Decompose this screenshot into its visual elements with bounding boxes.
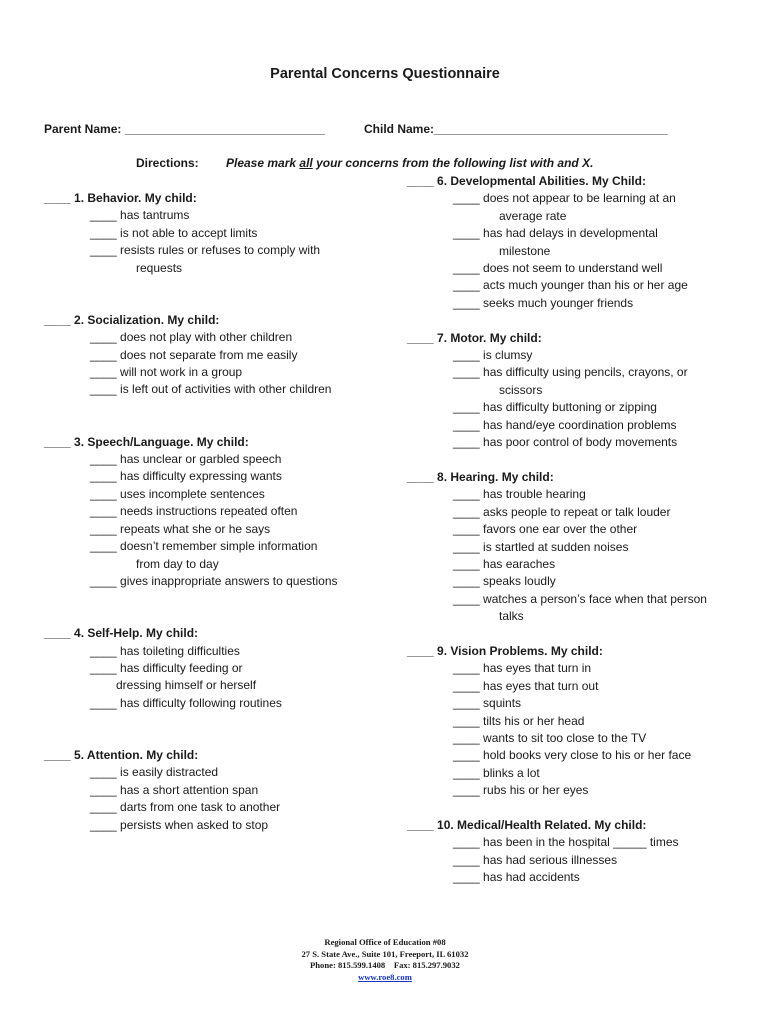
section-heading[interactable]: ____ 6. Developmental Abilities. My Child: (407, 174, 646, 188)
checklist-item[interactable]: ____ tilts his or her head (453, 713, 585, 728)
checklist-item[interactable]: ____ blinks a lot (453, 765, 540, 780)
checklist-item[interactable]: ____ does not separate from me easily (90, 347, 298, 362)
checklist-item[interactable]: ____ does not appear to be learning at an (453, 191, 676, 206)
checklist-item[interactable]: ____ needs instructions repeated often (90, 504, 298, 519)
checklist-item[interactable]: ____ wants to sit too close to the TV (453, 730, 647, 745)
section-attention (44, 747, 374, 834)
checklist-item[interactable]: ____ darts from one task to another (90, 800, 281, 815)
checklist-item-continuation: scissors (499, 382, 543, 397)
checklist-item[interactable]: ____ has had delays in developmental (453, 226, 658, 241)
section-heading[interactable]: ____ 2. Socialization. My child: (44, 312, 220, 327)
checklist-item[interactable]: ____ is not able to accept limits (90, 225, 258, 240)
checklist-item[interactable]: ____ has eyes that turn out (453, 678, 599, 693)
directions-label: Directions: (136, 156, 199, 170)
section-heading[interactable]: ____ 1. Behavior. My child: (44, 191, 197, 205)
checklist-item[interactable]: ____ favors one ear over the other (453, 522, 638, 537)
checklist-item[interactable]: ____ has difficulty using pencils, crayons, or (453, 365, 688, 380)
section-vision (407, 643, 737, 800)
parent-name-field[interactable]: Parent Name: ______________________________ (44, 122, 325, 136)
section-self-help (44, 625, 374, 712)
section-heading[interactable]: ____ 8. Hearing. My child: (407, 469, 554, 484)
section-socialization (44, 312, 374, 399)
checklist-item[interactable]: ____ has eyes that turn in (453, 661, 592, 676)
checklist-item[interactable]: ____ is easily distracted (90, 765, 219, 780)
checklist-item[interactable]: ____ speaks loudly (453, 574, 556, 589)
checklist-item[interactable]: ____ resists rules or refuses to comply with (90, 243, 321, 258)
child-name-field[interactable]: Child Name:___________________________________ (364, 122, 668, 136)
checklist-item[interactable]: ____ has earaches (453, 556, 556, 571)
checklist-item[interactable]: ____ uses incomplete sentences (90, 486, 265, 501)
checklist-item[interactable]: ____ is left out of activities with other children (90, 382, 332, 397)
directions-text-part: Please mark (226, 156, 300, 170)
directions-text-part: your concerns from the following list with and X. (312, 156, 594, 170)
checklist-item[interactable]: ____ is startled at sudden noises (453, 539, 629, 554)
section-heading[interactable]: ____ 7. Motor. My child: (407, 330, 542, 345)
section-heading[interactable]: ____ 4. Self-Help. My child: (44, 626, 199, 641)
checklist-item[interactable]: ____ has difficulty following routines (90, 695, 282, 710)
checklist-item[interactable]: ____ squints (453, 696, 522, 711)
checklist-item[interactable]: ____ has had serious illnesses (453, 852, 618, 867)
section-hearing (407, 469, 737, 626)
page-title: Parental Concerns Questionnaire (270, 66, 500, 82)
checklist-item[interactable]: ____ watches a person’s face when that person (453, 591, 707, 606)
section-speech-language (44, 434, 374, 591)
checklist-item[interactable]: ____ asks people to repeat or talk louder (453, 504, 671, 519)
checklist-item-continuation: dressing himself or herself (116, 678, 257, 693)
footer-phone-fax: Phone: 815.599.1408 Fax: 815.297.9032 (310, 960, 460, 971)
checklist-item[interactable]: ____ acts much younger than his or her age (453, 278, 688, 293)
checklist-item[interactable]: ____ gives inappropriate answers to questions (90, 573, 338, 588)
checklist-item[interactable]: ____ rubs his or her eyes (453, 783, 589, 798)
checklist-item[interactable]: ____ does not seem to understand well (453, 261, 663, 276)
footer-address: 27 S. State Ave., Suite 101, Freeport, IL 61032 (301, 948, 469, 959)
section-behavior (44, 190, 374, 277)
checklist-item[interactable]: ____ seeks much younger friends (453, 295, 634, 310)
footer-website-link[interactable]: www.roe8.com (358, 972, 412, 983)
directions-text (226, 156, 593, 170)
section-developmental (407, 173, 737, 312)
checklist-item[interactable]: ____ hold books very close to his or her face (453, 748, 692, 763)
checklist-item[interactable]: ____ has been in the hospital _____ times (453, 835, 679, 850)
checklist-item[interactable]: ____ has difficulty buttoning or zipping (453, 400, 657, 415)
checklist-item[interactable]: ____ is clumsy (453, 348, 533, 363)
section-heading[interactable]: ____ 9. Vision Problems. My child: (407, 643, 603, 658)
checklist-item[interactable]: ____ has had accidents (453, 870, 580, 885)
section-heading[interactable]: ____ 5. Attention. My child: (44, 747, 199, 762)
checklist-item[interactable]: ____ repeats what she or he says (90, 521, 271, 536)
checklist-item[interactable]: ____ will not work in a group (90, 365, 243, 380)
checklist-item[interactable]: ____ has a short attention span (90, 782, 259, 797)
checklist-item[interactable]: ____ does not play with other children (90, 330, 293, 345)
footer (0, 937, 770, 984)
checklist-item-continuation: requests (136, 260, 183, 275)
checklist-item-continuation: talks (499, 609, 524, 624)
checklist-item[interactable]: ____ has poor control of body movements (453, 435, 678, 450)
right-column (407, 173, 737, 887)
checklist-item[interactable]: ____ has unclear or garbled speech (90, 452, 282, 467)
section-medical (407, 817, 737, 887)
checklist-item-continuation: from day to day (136, 556, 219, 571)
checklist-item[interactable]: ____ doesn’t remember simple information (90, 539, 318, 554)
checklist-item[interactable]: ____ has difficulty expressing wants (90, 469, 282, 484)
checklist-item[interactable]: ____ has hand/eye coordination problems (453, 417, 677, 432)
section-heading[interactable]: ____ 10. Medical/Health Related. My child: (407, 817, 647, 832)
checklist-item-continuation: average rate (499, 208, 567, 223)
section-heading[interactable]: ____ 3. Speech/Language. My child: (44, 434, 249, 449)
directions-text-underlined: all (299, 156, 313, 170)
checklist-item[interactable]: ____ has trouble hearing (453, 487, 586, 502)
left-column (44, 190, 374, 834)
footer-office: Regional Office of Education #08 (324, 937, 446, 947)
checklist-item[interactable]: ____ has tantrums (90, 208, 190, 223)
checklist-item[interactable]: ____ has difficulty feeding or (90, 660, 243, 675)
checklist-item[interactable]: ____ persists when asked to stop (90, 817, 269, 832)
directions (136, 156, 594, 170)
section-motor (407, 330, 737, 452)
checklist-item[interactable]: ____ has toileting difficulties (90, 643, 240, 658)
name-fields (44, 122, 668, 136)
checklist-item-continuation: milestone (499, 243, 551, 258)
